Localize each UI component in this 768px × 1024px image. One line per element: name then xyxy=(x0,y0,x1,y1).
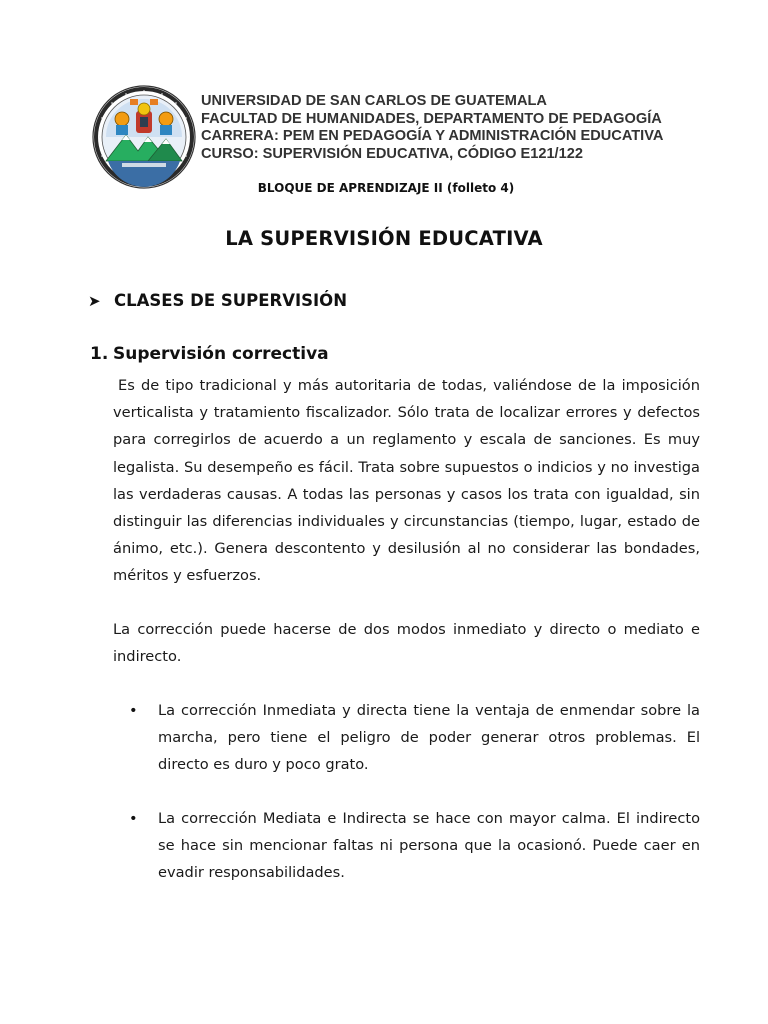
arrowhead-bullet-icon: ➤ xyxy=(88,291,101,310)
list-item-text: La corrección Mediata e Indirecta se hace con mayor calma. El indirecto se hace sin mencionar faltas ni persona que la ocasionó. Puede caer en evadir responsabilidades. xyxy=(158,810,700,882)
list-item xyxy=(129,805,700,887)
section-heading-text: CLASES DE SUPERVISIÓN xyxy=(114,291,348,310)
bullet-dot-icon: • xyxy=(129,702,138,719)
document-title: LA SUPERVISIÓN EDUCATIVA xyxy=(225,227,543,250)
list-item-text: La corrección Inmediata y directa tiene la ventaja de enmendar sobre la marcha, pero tiene el peligro de poder generar otros problemas. El directo es duro y poco grato. xyxy=(158,702,700,774)
subsection-number: 1. xyxy=(90,344,109,364)
list-item xyxy=(129,697,700,779)
subsection-heading-text: Supervisión correctiva xyxy=(113,344,329,364)
learning-block-label: BLOQUE DE APRENDIZAJE II (folleto 4) xyxy=(257,181,515,195)
university-seal-icon xyxy=(92,85,196,189)
header-program: CARRERA: PEM EN PEDAGOGÍA Y ADMINISTRACIÓN EDUCATIVA xyxy=(201,128,664,144)
paragraph-correction-modes: La corrección puede hacerse de dos modos inmediato y directo o mediato e indirecto. xyxy=(113,621,700,666)
header-course: CURSO: SUPERVISIÓN EDUCATIVA, CÓDIGO E121/122 xyxy=(201,145,583,162)
subsection-heading xyxy=(90,344,329,364)
section-heading xyxy=(88,291,347,310)
header-university: UNIVERSIDAD DE SAN CARLOS DE GUATEMALA xyxy=(201,93,547,109)
bullet-dot-icon: • xyxy=(129,810,138,827)
header-faculty: FACULTAD DE HUMANIDADES, DEPARTAMENTO DE PEDAGOGÍA xyxy=(201,110,662,127)
institution-header xyxy=(201,93,663,163)
paragraph-description: Es de tipo tradicional y más autoritaria de todas, valiéndose de la imposición verticalista y tratamiento fiscalizador. Sólo trata de localizar errores y defectos para corregirlos de acuerdo a un reglamento y escala de sanciones. Es muy legalista. Su desempeño es fácil. Trata sobre supuestos o indicios y no investiga las verdaderas causas. A todas las personas y casos los trata con igualdad, sin distinguir las diferencias individuales y circunstancias (tiempo, lugar, estado de ánimo, etc.). Genera descontento y desilusión al no considerar las bondades, méritos y esfuerzos. xyxy=(113,377,700,585)
